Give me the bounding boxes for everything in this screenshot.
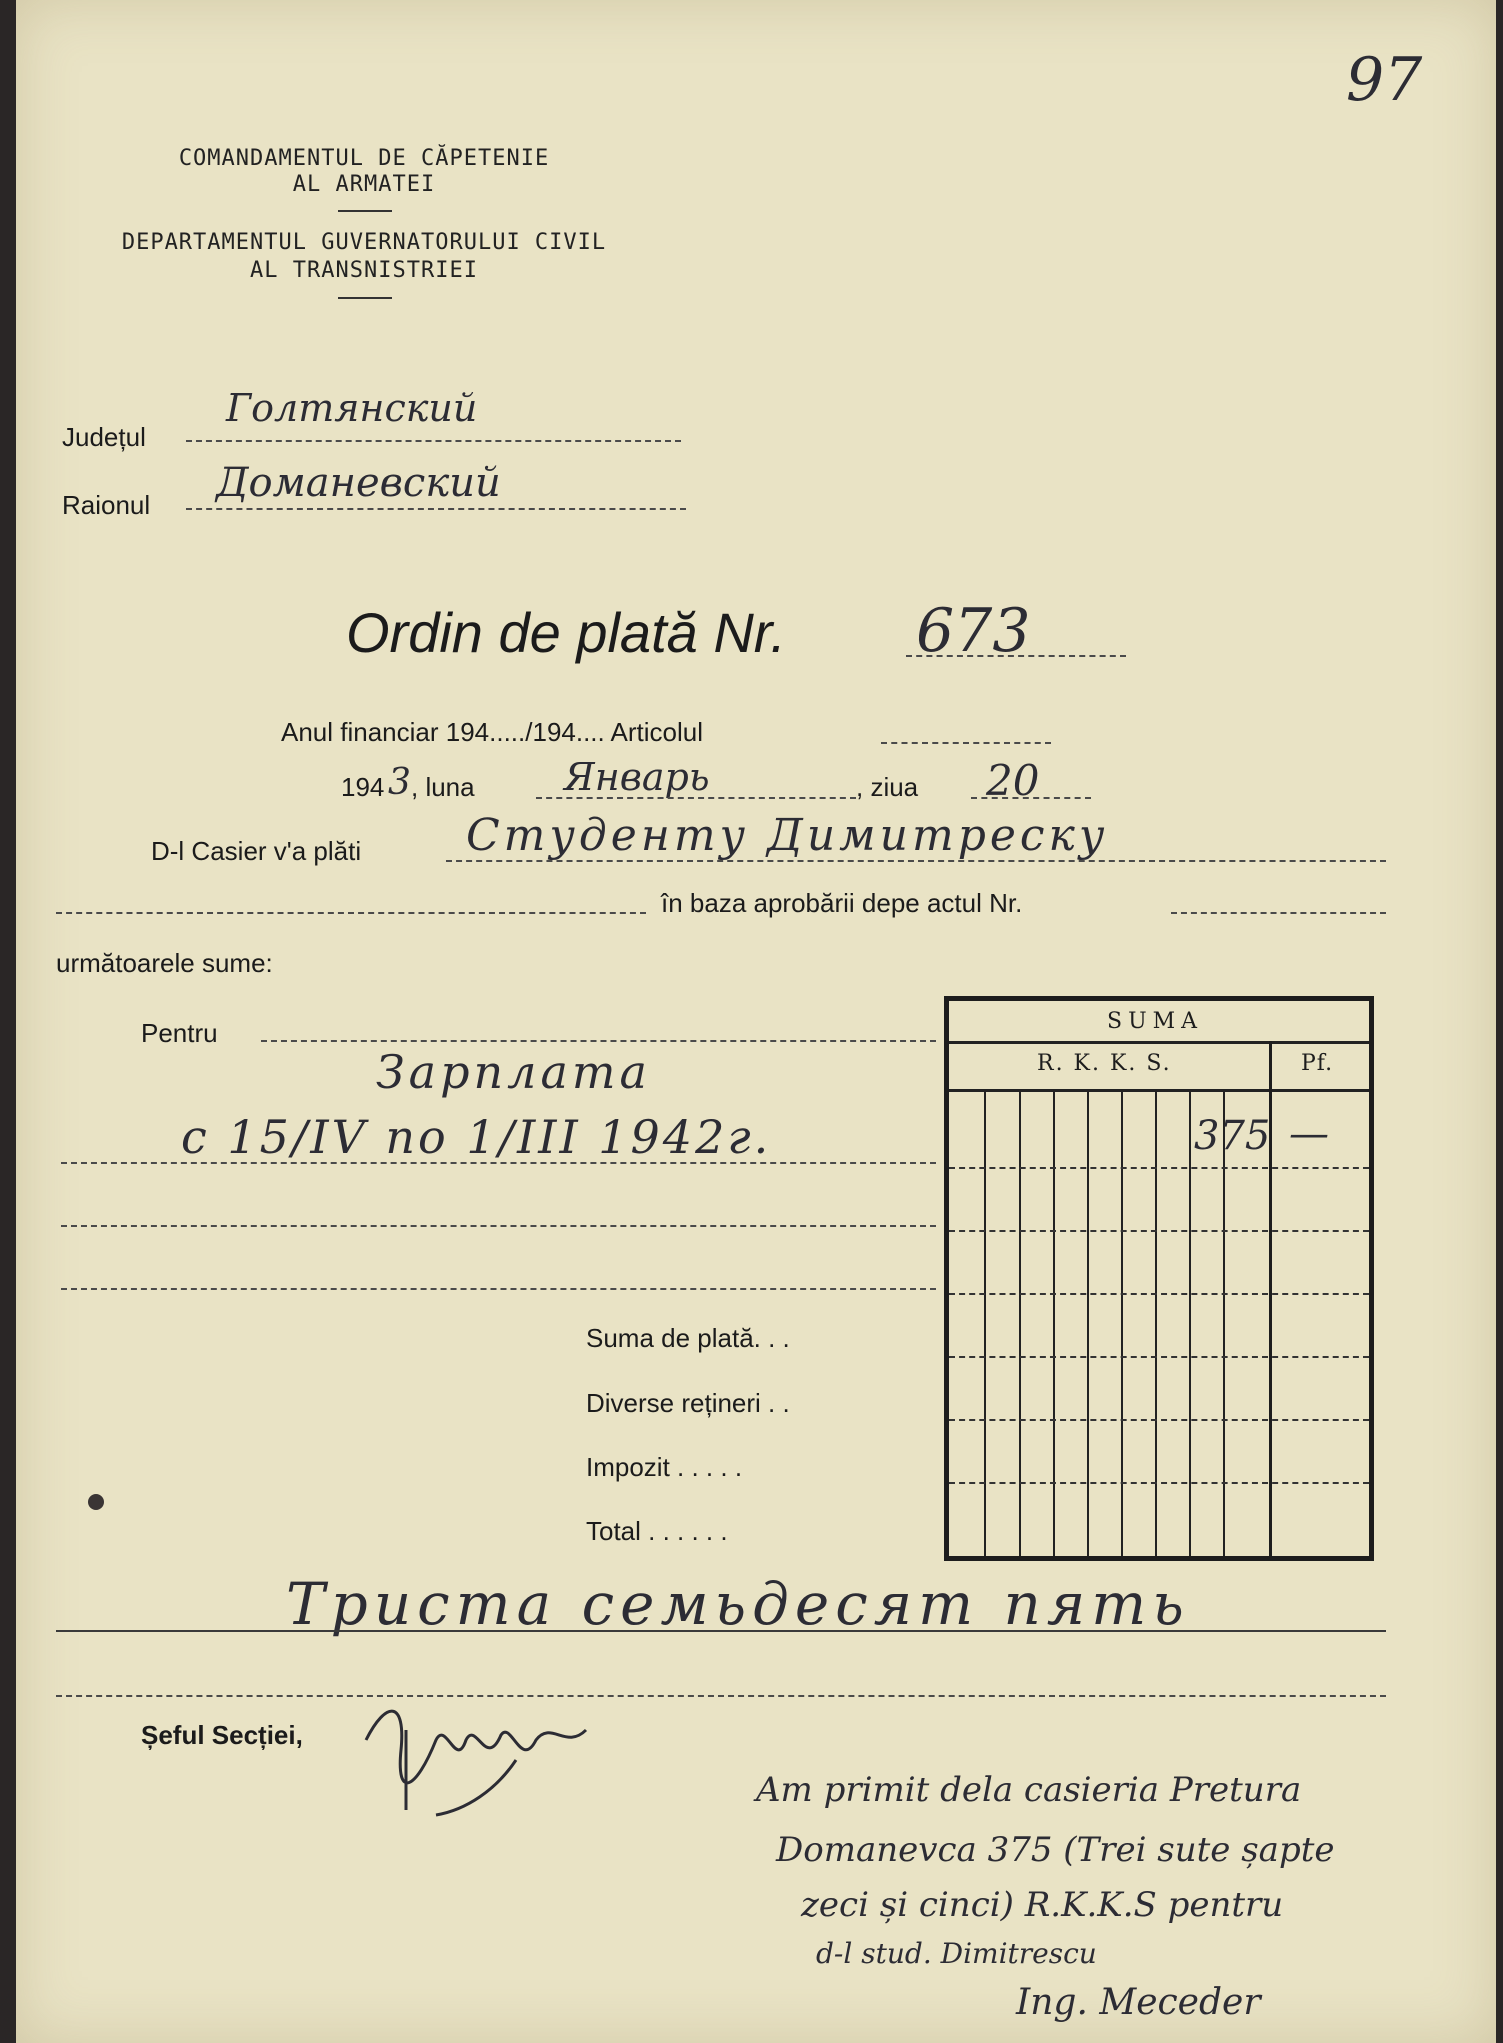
order-title: Ordin de plată Nr. — [346, 601, 786, 664]
baza-left-line — [56, 912, 646, 914]
ziua-line — [971, 797, 1091, 799]
casier-value: Студенту Димитреску — [466, 810, 1109, 861]
diverse-retineri-label: Diverse rețineri . . — [586, 1388, 790, 1418]
signature-icon — [346, 1680, 606, 1820]
total-label: Total . . . . . . — [586, 1516, 728, 1546]
receipt-line-3: zeci și cinci) R.K.K.S pentru — [801, 1885, 1284, 1925]
sef-sectiei-label: Șeful Secției, — [141, 1720, 303, 1750]
casier-label: D-l Casier v'a plăti — [151, 836, 362, 866]
receipt-line-2: Domanevca 375 (Trei sute șapte — [776, 1830, 1335, 1870]
raionul-value: Доманевский — [216, 460, 501, 506]
punch-hole — [88, 1494, 104, 1510]
judetul-value: Голтянский — [226, 386, 478, 430]
column-divider — [1223, 1091, 1225, 1556]
pentru-line-2 — [61, 1162, 936, 1164]
suma-header: SUMA — [1107, 1009, 1204, 1034]
amount-value: 375 — [1194, 1113, 1271, 1159]
column-divider — [1121, 1091, 1123, 1556]
pentru-handwritten-1: Зарплата — [376, 1045, 651, 1099]
header-line-3: DEPARTAMENTUL GUVERNATORULUI CIVIL — [121, 230, 607, 255]
judetul-line — [186, 440, 681, 442]
pentru-handwritten-2: с 15/IV по 1/III 1942г. — [181, 1110, 772, 1164]
pentru-label: Pentru — [141, 1018, 218, 1048]
pf-header: Pf. — [1301, 1051, 1334, 1076]
header-rule-2 — [338, 297, 392, 299]
table-row-rule — [949, 1230, 1369, 1232]
pf-value: — — [1289, 1111, 1329, 1157]
baza-right-line — [1171, 912, 1386, 914]
receipt-signature: Ing. Meceder — [1016, 1982, 1261, 2023]
column-divider — [1155, 1091, 1157, 1556]
amount-words-line — [56, 1630, 1386, 1632]
table-row-rule — [949, 1293, 1369, 1295]
ziua-label: , ziua — [856, 772, 919, 802]
table-row-rule — [949, 1419, 1369, 1421]
receipt-line-4: d-l stud. Dimitrescu — [816, 1937, 1097, 1970]
table-row-rule — [949, 1356, 1369, 1358]
year-prefix: 194 — [341, 772, 385, 802]
financial-year-label: Anul financiar 194...../194.... Articolul — [281, 717, 704, 747]
urmatoarele-label: următoarele sume: — [56, 948, 273, 978]
amount-words-line-2 — [56, 1695, 1386, 1697]
table-row-rule — [949, 1167, 1369, 1169]
table-row-rule — [949, 1482, 1369, 1484]
column-header-rule — [949, 1089, 1369, 1092]
column-divider — [1189, 1091, 1191, 1556]
column-divider — [1053, 1091, 1055, 1556]
rkks-header: R. K. K. S. — [1037, 1051, 1172, 1076]
baza-label: în baza aprobării depe actul Nr. — [661, 888, 1023, 918]
header-line-2: AL ARMATEI — [292, 172, 436, 197]
casier-line — [446, 860, 1386, 862]
order-number: 673 — [916, 596, 1031, 666]
luna-value: Январь — [564, 755, 710, 799]
raionul-label: Raionul — [62, 490, 151, 520]
column-divider — [1087, 1091, 1089, 1556]
suma-de-plata-label: Suma de plată. . . — [586, 1323, 790, 1353]
payment-order-document — [16, 0, 1496, 2043]
luna-line — [536, 797, 856, 799]
pentru-line-4 — [61, 1288, 936, 1290]
articolul-line — [881, 742, 1051, 744]
header-line-1: COMANDAMENTUL DE CĂPETENIE — [178, 146, 550, 171]
judetul-label: Județul — [62, 422, 146, 452]
column-divider — [984, 1091, 986, 1556]
page-number: 97 — [1346, 45, 1423, 115]
luna-label: , luna — [411, 772, 475, 802]
suma-header-rule — [949, 1041, 1369, 1044]
sum-table — [944, 996, 1374, 1561]
year-digit: 3 — [388, 762, 411, 803]
header-rule-1 — [338, 210, 392, 212]
header-line-4: AL TRANSNISTRIEI — [250, 258, 478, 283]
pentru-line-1 — [261, 1040, 936, 1042]
receipt-line-1: Am primit dela casieria Pretura — [756, 1770, 1302, 1810]
raionul-line — [186, 508, 686, 510]
pentru-line-3 — [61, 1225, 936, 1227]
order-number-line — [906, 655, 1126, 657]
ziua-value: 20 — [986, 756, 1040, 805]
column-divider — [1019, 1091, 1021, 1556]
impozit-label: Impozit . . . . . — [586, 1452, 743, 1482]
amount-in-words: Триста семьдесят пять — [286, 1570, 1190, 1638]
